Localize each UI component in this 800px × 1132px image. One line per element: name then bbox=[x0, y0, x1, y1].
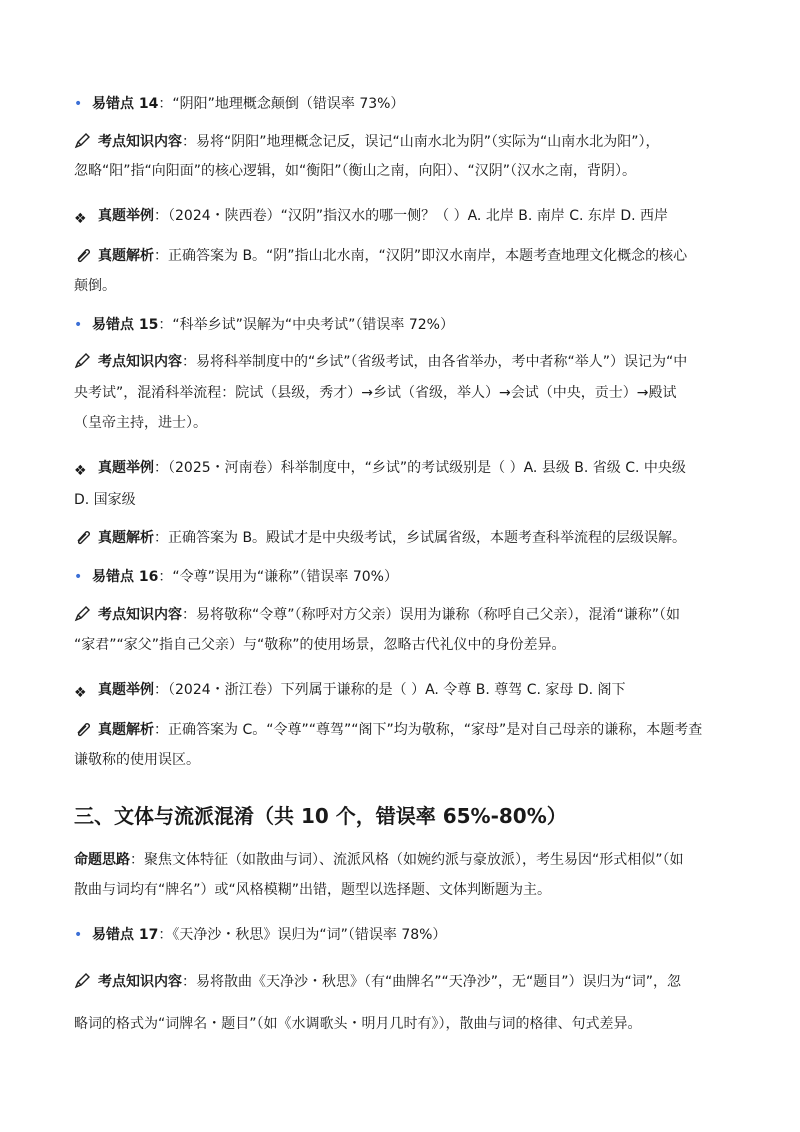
error-point-14 bbox=[74, 94, 404, 114]
pencil-icon bbox=[74, 606, 92, 622]
pencil-icon bbox=[74, 133, 92, 149]
section-intro bbox=[74, 850, 684, 870]
kp-label: 考点知识内容 bbox=[98, 134, 182, 150]
diamond-icon: ❖ bbox=[74, 211, 87, 227]
analysis-label: 真题解析 bbox=[98, 722, 154, 738]
kp-text-line2: “家君”“家父”指自己父亲）与“敬称”的使用场景，忽略古代礼仪中的身份差异。 bbox=[74, 637, 566, 653]
analysis-text-line2: 谦敬称的使用误区。 bbox=[74, 752, 200, 768]
point-label: 易错点 15 bbox=[92, 317, 159, 333]
point-label: 易错点 16 bbox=[92, 569, 159, 585]
pencil-icon bbox=[74, 353, 92, 369]
section-heading: 三、文体与流派混淆（共 10 个，错误率 65%-80%） bbox=[74, 804, 567, 828]
example-text: ：（2024・陕西卷）“汉阴”指汉水的哪一侧？（ ）A. 北岸 B. 南岸 C. 东岸 D. 西岸 bbox=[154, 208, 669, 224]
kp-text-line2: 央考试”，混淆科举流程：院试（县级，秀才）→乡试（省级，举人）→会试（中央，贡士）→殿试 bbox=[74, 385, 677, 401]
error-point-15 bbox=[74, 315, 454, 335]
kp-label: 考点知识内容 bbox=[98, 974, 182, 990]
diamond-icon: ❖ bbox=[74, 685, 87, 701]
pencil-icon bbox=[74, 973, 92, 989]
analysis-text-line1: ：正确答案为 C。“令尊”“尊驾”“阁下”均为敬称，“家母”是对自己母亲的谦称，本题考查 bbox=[154, 722, 703, 738]
kp-text-line2: 忽略“阳”指“向阳面”的核心逻辑，如“衡阳”（衡山之南，向阳）、“汉阴”（汉水之南，背阴）。 bbox=[74, 163, 637, 179]
error-point-16 bbox=[74, 567, 398, 587]
knowledge-point-15 bbox=[74, 352, 687, 372]
bullet-icon: • bbox=[74, 317, 83, 333]
bullet-icon: • bbox=[74, 569, 83, 585]
example-label: 真题举例 bbox=[98, 682, 154, 698]
kp-text-line1: ：易将敬称“令尊”（称呼对方父亲）误用为谦称（称呼自己父亲），混淆“谦称”（如 bbox=[182, 607, 681, 623]
kp-label: 考点知识内容 bbox=[98, 354, 182, 370]
point-text: ：“科举乡试”误解为“中央考试”（错误率 72%） bbox=[158, 317, 454, 333]
kp-text-line3: （皇帝主持，进士）。 bbox=[74, 415, 207, 431]
example-label: 真题举例 bbox=[98, 208, 154, 224]
kp-text-line1: ：易将“阴阳”地理概念记反，误记“山南水北为阴”（实际为“山南水北为阳”）， bbox=[182, 134, 660, 150]
intro-label: 命题思路 bbox=[74, 852, 130, 868]
exam-example-15 bbox=[74, 458, 686, 478]
paperclip-icon bbox=[74, 721, 92, 737]
kp-text-line2: 略词的格式为“词牌名・题目”（如《水调歌头・明月几时有》），散曲与词的格律、句式差异。 bbox=[74, 1016, 642, 1032]
knowledge-point-14 bbox=[74, 132, 660, 152]
analysis-text-line1: ：正确答案为 B。“阴”指山北水南，“汉阴”即汉水南岸，本题考查地理文化概念的核心 bbox=[154, 248, 688, 264]
paperclip-icon bbox=[74, 247, 92, 263]
bullet-icon: • bbox=[74, 96, 83, 112]
kp-text-line1: ：易将科举制度中的“乡试”（省级考试，由各省举办，考中者称“举人”）误记为“中 bbox=[182, 354, 688, 370]
error-point-17 bbox=[74, 925, 446, 945]
bullet-icon: • bbox=[74, 927, 83, 943]
analysis-label: 真题解析 bbox=[98, 530, 154, 546]
diamond-icon: ❖ bbox=[74, 463, 87, 479]
analysis-text: ：正确答案为 B。殿试才是中央级考试，乡试属省级，本题考查科举流程的层级误解。 bbox=[154, 530, 687, 546]
point-label: 易错点 17 bbox=[92, 927, 159, 943]
exam-analysis-14 bbox=[74, 246, 687, 266]
example-text-line2: D. 国家级 bbox=[74, 492, 136, 508]
point-label: 易错点 14 bbox=[92, 96, 159, 112]
exam-example-14 bbox=[74, 206, 668, 226]
knowledge-point-17 bbox=[74, 972, 681, 992]
exam-analysis-15 bbox=[74, 528, 686, 548]
exam-example-16 bbox=[74, 680, 626, 700]
point-text: ：《天净沙・秋思》误归为“词”（错误率 78%） bbox=[158, 927, 447, 943]
point-text: ：“阴阳”地理概念颠倒（错误率 73%） bbox=[158, 96, 405, 112]
analysis-text-line2: 颠倒。 bbox=[74, 278, 116, 294]
point-text: ：“令尊”误用为“谦称”（错误率 70%） bbox=[158, 569, 398, 585]
example-label: 真题举例 bbox=[98, 460, 154, 476]
kp-text-line1: ：易将散曲《天净沙・秋思》（有“曲牌名”“天净沙”，无“题目”）误归为“词”，忽 bbox=[182, 974, 682, 990]
intro-text-line2: 散曲与词均有“牌名”）或“风格模糊”出错，题型以选择题、文体判断题为主。 bbox=[74, 882, 552, 898]
paperclip-icon bbox=[74, 529, 92, 545]
example-text-line1: ：（2025・河南卷）科举制度中，“乡试”的考试级别是（ ）A. 县级 B. 省级 C. 中央级 bbox=[154, 460, 686, 476]
analysis-label: 真题解析 bbox=[98, 248, 154, 264]
exam-analysis-16 bbox=[74, 720, 702, 740]
knowledge-point-16 bbox=[74, 605, 680, 625]
intro-text-line1: ：聚焦文体特征（如散曲与词）、流派风格（如婉约派与豪放派），考生易因“形式相似”（如 bbox=[130, 852, 684, 868]
kp-label: 考点知识内容 bbox=[98, 607, 182, 623]
example-text: ：（2024・浙江卷）下列属于谦称的是（ ）A. 令尊 B. 尊驾 C. 家母 D. 阁下 bbox=[154, 682, 626, 698]
